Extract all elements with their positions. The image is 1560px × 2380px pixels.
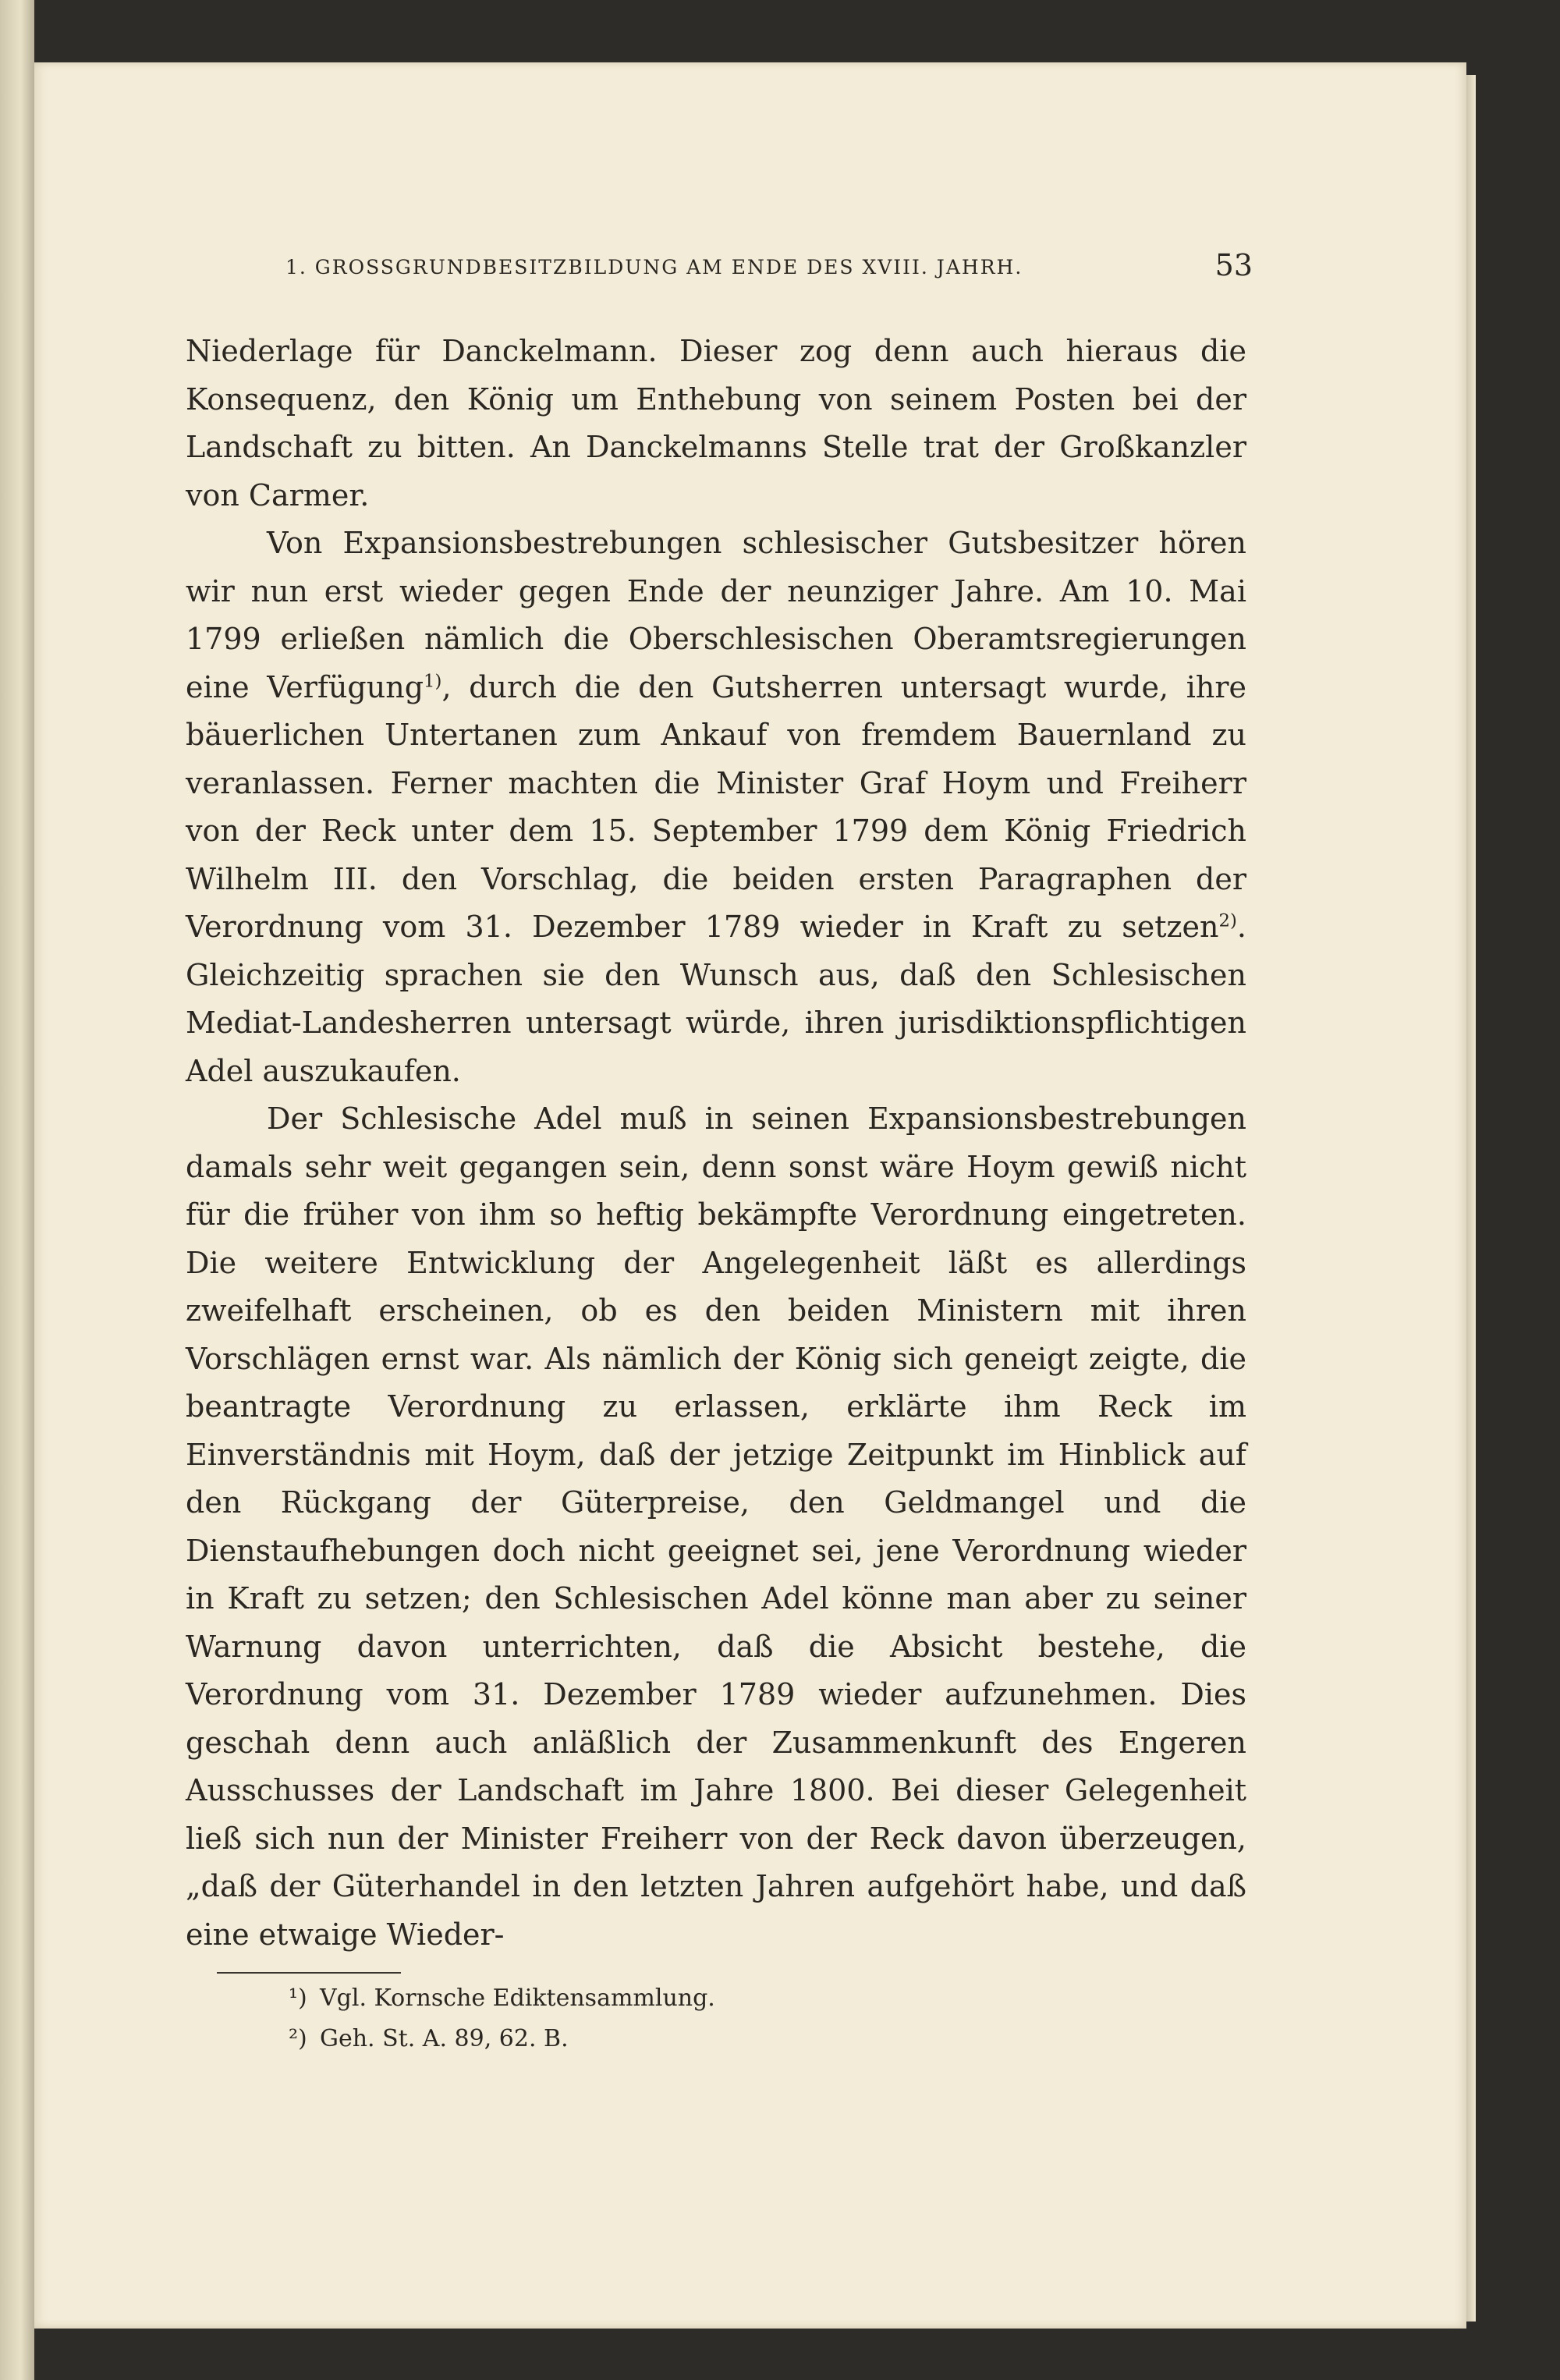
footnote-1 (289, 1978, 1225, 2019)
footnotes (289, 1978, 1225, 2059)
running-head (153, 248, 1253, 298)
paragraph-2-part-c: . Gleichzeitig sprachen sie den Wunsch aus, daß den Schlesischen Mediat-Landesherren untersagt würde, ihren jurisdiktionspflichtigen Adel auszukaufen. (186, 910, 1246, 1088)
previous-page-edge (0, 0, 34, 2380)
running-head-title: 1. GROSSGRUNDBESITZBILDUNG AM ENDE DES XVIII. JAHRH. (285, 256, 1023, 278)
footnote-1-text: Vgl. Kornsche Ediktensammlung. (320, 1985, 715, 2012)
footnote-2-mark: ²) (289, 2025, 307, 2052)
footnote-ref-2: 2) (1218, 910, 1237, 931)
paragraph-2-part-a: Von Expansionsbestrebungen schlesischer Gutsbesitzer hören wir nun erst wieder gegen Ende der neunziger Jahre. Am 10. Mai 1799 erließen nämlich die Oberschlesischen Oberamtsregierungen eine Verfügung (186, 526, 1246, 704)
page-number: 53 (1214, 248, 1253, 282)
footnote-2-text: Geh. St. A. 89, 62. B. (320, 2025, 569, 2052)
page-stack-edge (1466, 75, 1476, 2321)
paragraph-1: Niederlage für Danckelmann. Dieser zog denn auch hieraus die Konsequenz, den König um Enthebung von seinem Posten bei der Landschaft zu bitten. An Danckelmanns Stelle trat der Großkanzler von Carmer. (186, 334, 1246, 513)
paragraph-3: Der Schlesische Adel muß in seinen Expansionsbestrebungen damals sehr weit gegangen sein, denn sonst wäre Hoym gewiß nicht für die früher von ihm so heftig bekämpfte Verordnung eingetreten. Die weitere Entwicklung der Angelegenheit läßt es allerdings zweifelhaft erscheinen, ob es den beiden Ministern mit ihren Vorschlägen ernst war. Als nämlich der König sich geneigt zeigte, die beantragte Verordnung zu erlassen, erklärte ihm Reck im Einverständnis mit Hoym, daß der jetzige Zeitpunkt im Hinblick auf den Rückgang der Güterpreise, den Geldmangel und die Dienstaufhebungen doch nicht geeignet sei, jene Verordnung wieder in Kraft zu setzen; den Schlesischen Adel könne man aber zu seiner Warnung davon unterrichten, daß die Absicht bestehe, die Verordnung vom 31. Dezember 1789 wieder aufzunehmen. Dies geschah denn auch anläßlich der Zusammenkunft des Engeren Ausschusses der Landschaft im Jahre 1800. Bei dieser Gelegenheit ließ sich nun der Minister Freiherr von der Reck davon überzeugen, „daß der Güterhandel in den letzten Jahren aufgehört habe, und daß eine etwaige Wieder- (186, 1101, 1246, 1952)
footnote-separator (217, 1972, 401, 1974)
footnote-2 (289, 2019, 1225, 2059)
body-text (186, 328, 1246, 1959)
paragraph-2 (186, 520, 1246, 1095)
paragraph-2-part-b: , durch die den Gutsherren untersagt wurde, ihre bäuerlichen Untertanen zum Ankauf von fremdem Bauernland zu veranlassen. Ferner machten die Minister Graf Hoym und Freiherr von der Reck unter dem 15. September 1799 dem König Friedrich Wilhelm III. den Vorschlag, die beiden ersten Paragraphen der Verordnung vom 31. Dezember 1789 wieder in Kraft zu setzen (186, 669, 1247, 944)
footnote-1-mark: ¹) (289, 1985, 307, 2012)
footnote-ref-1: 1) (424, 670, 442, 691)
